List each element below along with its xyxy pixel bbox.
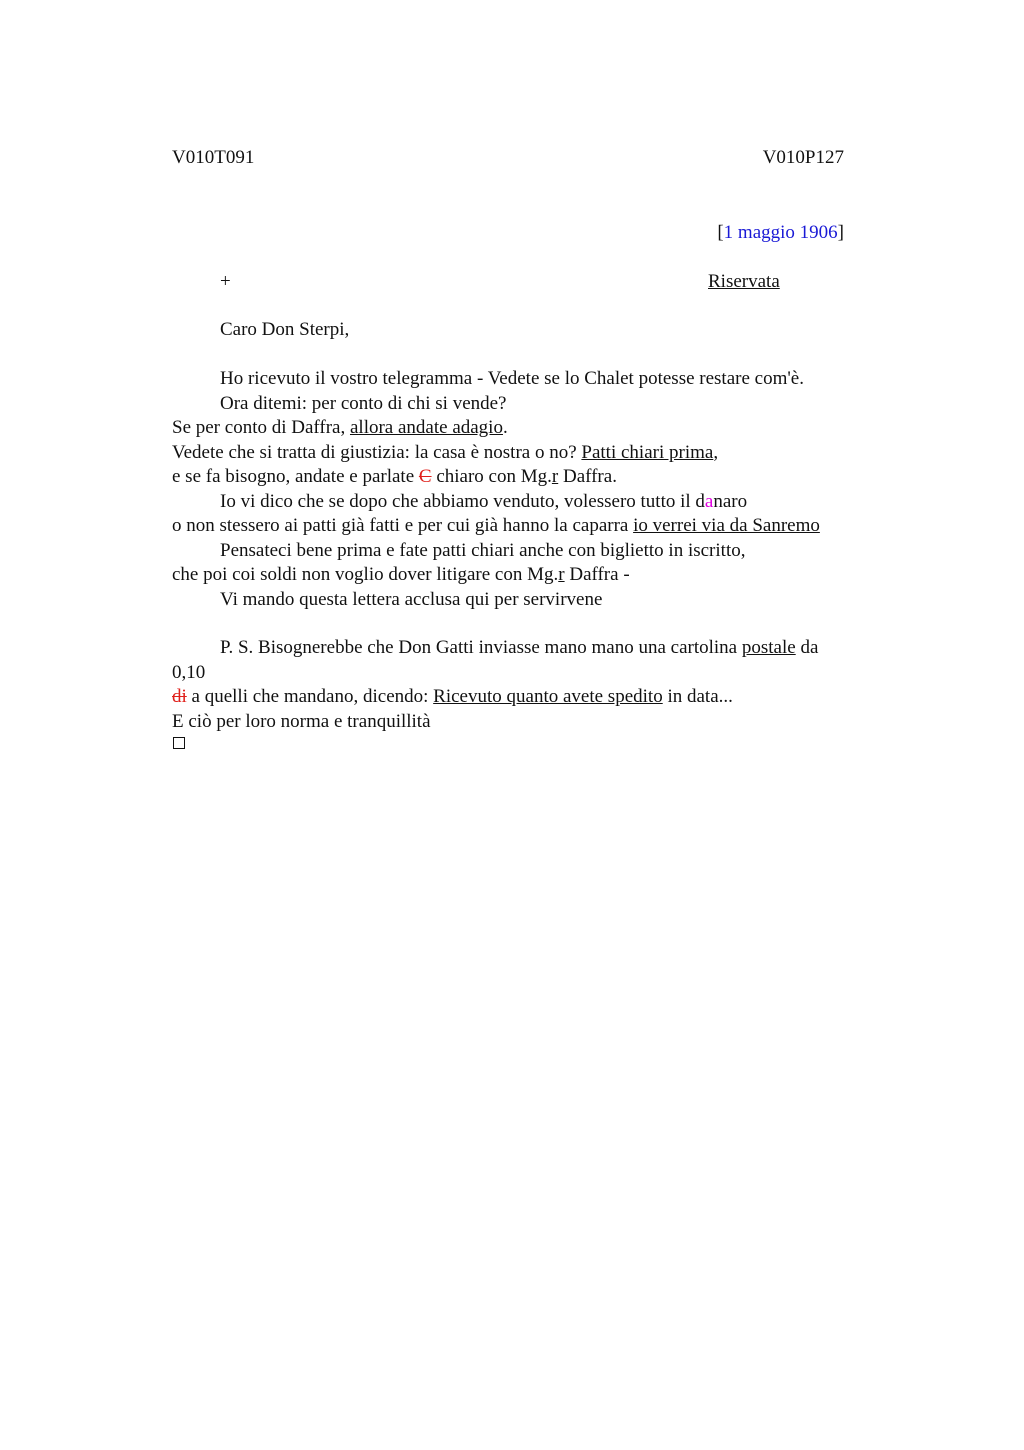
underlined-text: postale xyxy=(741,637,796,658)
end-box-icon xyxy=(173,737,185,749)
letter-line-9 xyxy=(172,563,630,587)
letter-line-10: Vi mando questa lettera acclusa qui per servirvene xyxy=(220,589,603,610)
ps-line-2: 0,10 xyxy=(172,662,206,683)
document-code-left: V010T091 xyxy=(172,147,255,168)
text-segment: Daffra - xyxy=(564,564,630,585)
letter-line-4 xyxy=(172,441,718,465)
letter-line-6 xyxy=(220,490,747,514)
ps-line-4: E ciò per loro norma e tranquillità xyxy=(172,711,431,732)
letter-line-7 xyxy=(172,514,820,538)
date-bracket-close: ] xyxy=(837,222,844,243)
salutation: Caro Don Sterpi, xyxy=(220,319,350,340)
document-code-right: V010P127 xyxy=(762,147,844,168)
cross-mark: + xyxy=(220,271,231,292)
text-segment: Vedete che si tratta di giustizia: la casa è nostra o no? xyxy=(172,442,582,463)
text-segment: Se per conto di Daffra, xyxy=(172,417,350,438)
date-value: 1 maggio 1906 xyxy=(723,222,838,243)
text-segment: Daffra. xyxy=(558,466,617,487)
ps-line-1 xyxy=(220,636,818,660)
ps-line-3 xyxy=(172,685,733,709)
letter-line-3 xyxy=(172,416,508,440)
text-segment: da xyxy=(795,637,819,658)
underlined-text: r xyxy=(558,564,565,585)
letter-line-8: Pensateci bene prima e fate patti chiari anche con biglietto in iscritto, xyxy=(220,540,746,561)
underlined-text: Ricevuto quanto avete spedito xyxy=(433,686,663,707)
inserted-text: a xyxy=(704,491,714,512)
letter-date xyxy=(717,221,844,245)
letter-line-2: Ora ditemi: per conto di chi si vende? xyxy=(220,393,507,414)
letter-line-1: Ho ricevuto il vostro telegramma - Vedete se lo Chalet potesse restare com'è. xyxy=(220,368,804,389)
text-segment: che poi coi soldi non voglio dover litigare con Mg. xyxy=(172,564,559,585)
text-segment: naro xyxy=(713,491,748,512)
underlined-text: Patti chiari prima xyxy=(581,442,714,463)
underlined-text: allora andate adagio xyxy=(349,417,503,438)
text-segment: P. S. Bisognerebbe che Don Gatti inviasse mano mano una cartolina xyxy=(220,637,742,658)
riservata-label: Riservata xyxy=(708,271,780,292)
underlined-text: io verrei via da Sanremo xyxy=(633,515,820,536)
text-segment: o non stessero ai patti già fatti e per cui già hanno la caparra xyxy=(172,515,634,536)
text-segment: , xyxy=(713,442,719,463)
text-segment: e se fa bisogno, andate e parlate xyxy=(172,466,419,487)
deleted-text: C xyxy=(418,466,432,487)
text-segment: a quelli che mandano, dicendo: xyxy=(186,686,434,707)
text-segment: in data... xyxy=(662,686,733,707)
underlined-text: r xyxy=(551,466,559,487)
text-segment: chiaro con Mg. xyxy=(431,466,552,487)
date-bracket-open: [ xyxy=(717,222,724,243)
text-segment: . xyxy=(502,417,508,438)
deleted-text: di xyxy=(172,686,187,707)
text-segment: Io vi dico che se dopo che abbiamo venduto, volessero tutto il d xyxy=(220,491,705,512)
letter-line-5 xyxy=(172,465,617,489)
